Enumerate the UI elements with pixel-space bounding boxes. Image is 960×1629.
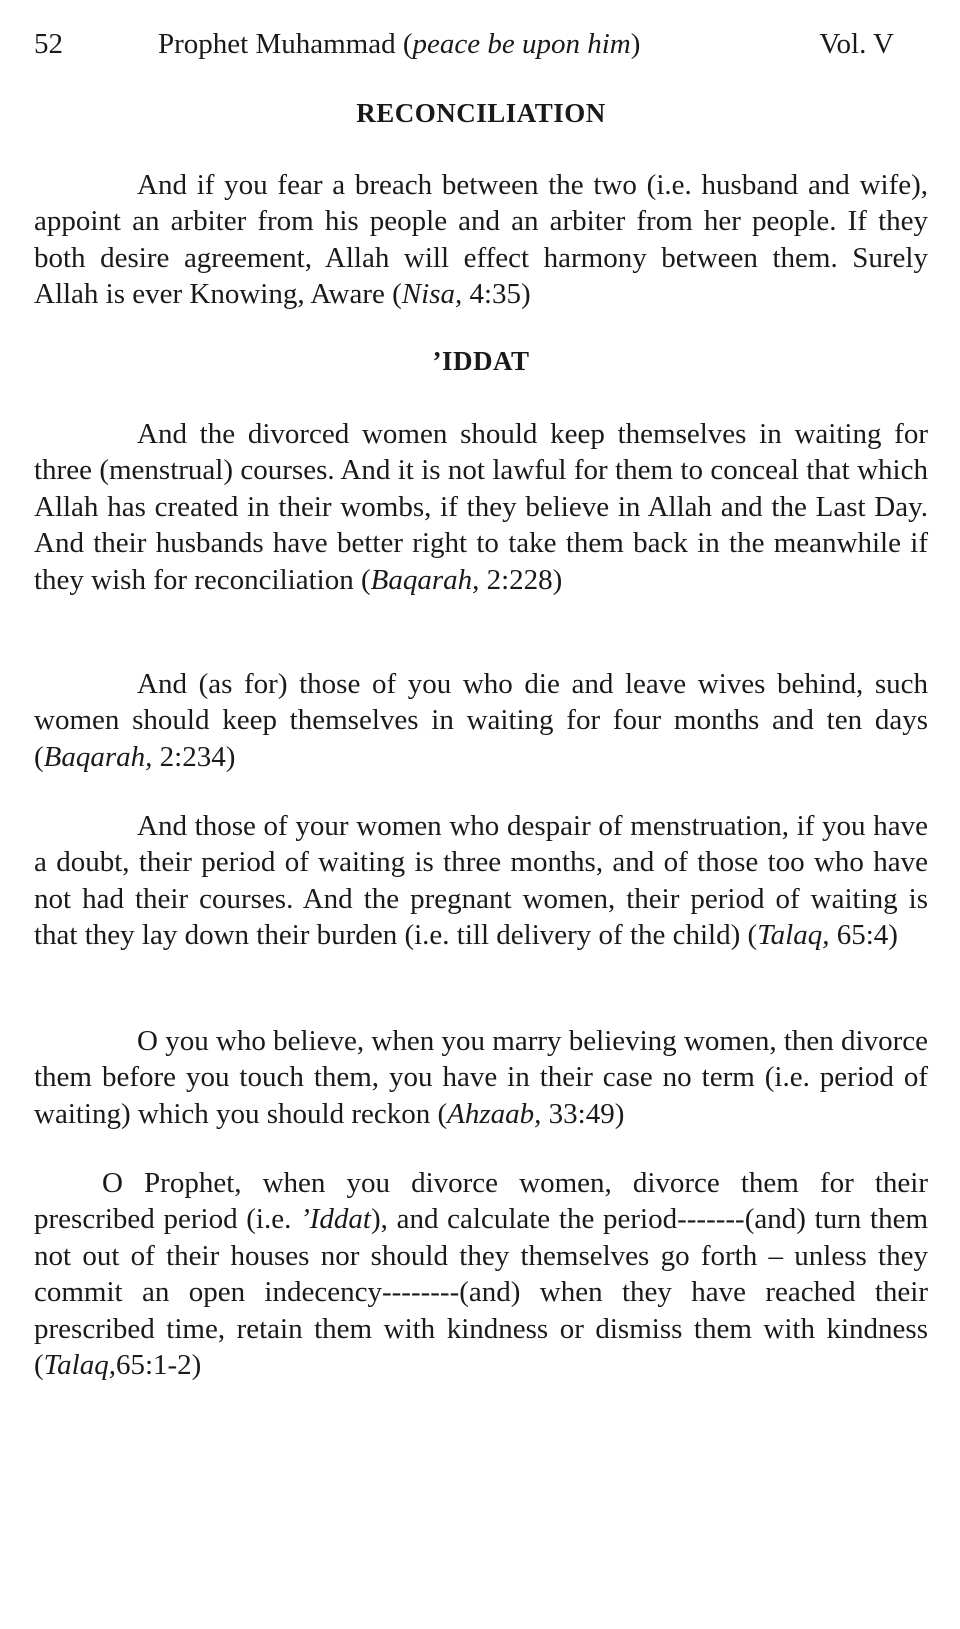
paragraph-iddat-2 xyxy=(34,666,928,775)
paragraph-text xyxy=(34,666,928,775)
paragraph-reconciliation xyxy=(34,167,928,313)
paragraph-body: And those of your women who despair of menstruation, if you have a doubt, their period of waiting is three months, and of those too who have not had their courses. And the pregnant women, their period of waiting is that they lay down their burden (i.e. till delivery of the child) ( xyxy=(34,810,928,952)
paragraph-iddat-5 xyxy=(34,1165,928,1383)
paragraph-iddat-3 xyxy=(34,808,928,954)
citation-ref: 33:49) xyxy=(541,1097,625,1130)
citation-ref: 2:234) xyxy=(152,740,236,773)
term-iddat: ’Iddat xyxy=(300,1203,371,1236)
paragraph-iddat-4 xyxy=(34,1023,928,1132)
citation-ref: 2:228) xyxy=(479,563,563,596)
paragraph-body: And the divorced women should keep themselves in waiting for three (menstrual) courses. And it is not lawful for them to conceal that which Allah has created in their wombs, if they believe in Allah and the Last Day. And their husbands have better right to take them back in the meanwhile if they wish for reconciliation ( xyxy=(34,418,928,596)
citation-surah: Ahzaab, xyxy=(447,1097,542,1130)
paragraph-text xyxy=(34,167,928,313)
paragraph-body: O you who believe, when you marry believing women, then divorce them before you touch them, you have in their case no term (i.e. period of waiting) which you should reckon ( xyxy=(34,1025,928,1130)
paragraph-text xyxy=(34,808,928,954)
citation-surah: Talaq, xyxy=(757,919,830,952)
citation-surah: Baqarah, xyxy=(43,740,153,773)
paragraph-text xyxy=(34,1023,928,1132)
paragraph-body: And if you fear a breach between the two (i.e. husband and wife), appoint an arbiter from his people and an arbiter from her people. If they both desire agreement, Allah will effect harmony between them. Surely Allah is ever Knowing, Aware ( xyxy=(34,169,928,311)
paragraph-text xyxy=(34,416,928,598)
book-title xyxy=(158,26,640,62)
paragraph-body-b: ), and calculate the period-------(and) turn them not out of their houses nor should they themselves go forth – unless they commit an open indecency--------(and) when they have reached their prescribed time, retain them with kindness or dismiss them with kindness ( xyxy=(34,1203,929,1382)
citation-surah: Nisa, xyxy=(401,278,463,311)
paragraph-iddat-1 xyxy=(34,416,928,598)
page-number: 52 xyxy=(34,28,63,60)
book-title-text: Prophet Muhammad ( xyxy=(158,28,413,60)
citation-surah: Baqarah, xyxy=(370,563,480,596)
paragraph-body: And (as for) those of you who die and leave wives behind, such women should keep themselves in waiting for four months and ten days ( xyxy=(34,668,928,773)
citation-ref: 65:4) xyxy=(829,919,898,952)
citation-surah: Talaq, xyxy=(43,1349,116,1382)
heading-reconciliation: RECONCILIATION xyxy=(356,98,606,128)
volume-label: Vol. V xyxy=(819,28,894,60)
book-title-end: ) xyxy=(630,28,641,60)
citation-ref: 65:1-2) xyxy=(115,1349,202,1382)
book-title-italic: peace be upon him xyxy=(412,28,631,60)
citation-ref: 4:35) xyxy=(462,278,531,311)
paragraph-body-a: O Prophet, when you divorce women, divorce them for their prescribed period (i.e. xyxy=(34,1167,928,1236)
heading-iddat: ’IDDAT xyxy=(432,346,530,376)
paragraph-text xyxy=(34,1165,928,1383)
